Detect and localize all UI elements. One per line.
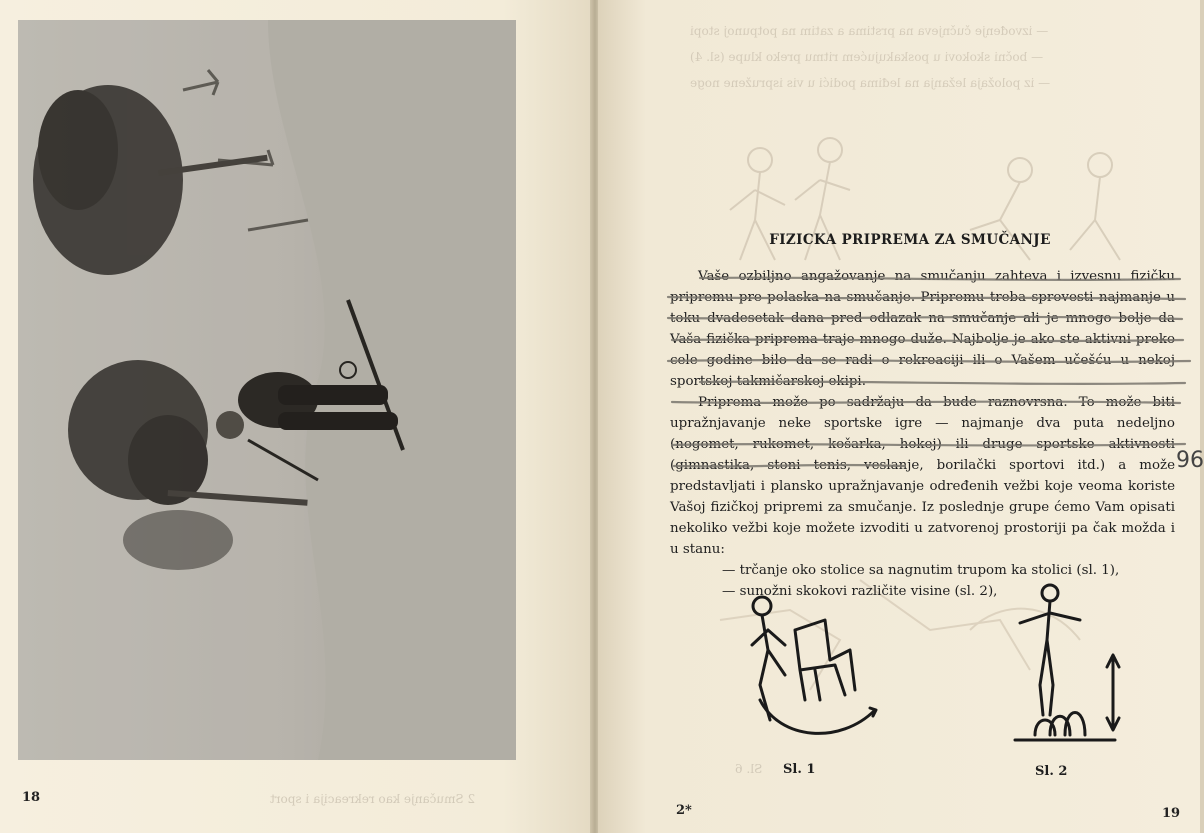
- section-title: FIZICKA PRIPREMA ZA SMUČANJE: [769, 232, 1051, 248]
- ghost-running-head: 2 Smučanje kao rekreacija i sport: [270, 792, 476, 806]
- list-item: — trčanje oko stolice sa nagnutim trupom ka stolici (sl. 1),: [722, 563, 1120, 578]
- paragraph-2: Priprema može po sadržaju da bude raznovrsna. To može biti upražnjavanje neke sportske igre — najmanje dva puta nedeljno (nogomet, rukomet, košarka, hokej) ili druge sportske aktivnosti (gimnastika, stoni tenis, veslanje, borilački sportovi itd.) a može predstavljati i plansko upražnjavanje određenih vežbi koje veoma koriste Vašoj fizičkoj pripremi za smučanje. Iz poslednje grupe ćemo Vam opisati nekoliko vežbi koje možete izvoditi u zatvorenoj prostoriji pa čak možda i u stanu:: [670, 395, 1175, 557]
- ghost-text-top: [690, 18, 1160, 96]
- ghost-line: — izvođenje čučnjeva na prstima a zatim na potpunoj stopi: [690, 24, 1049, 38]
- figure-2-caption: Sl. 2: [1035, 764, 1068, 779]
- ghost-line: — iz položaja ležanja na leđima podići u vis ispružene noge: [690, 76, 1051, 90]
- ghost-line: — bočni skokovi u poskakujućem ritmu preko klupe (sl. 4): [690, 50, 1044, 64]
- figure-2-illustration: [995, 575, 1135, 745]
- page-number-right: 19: [1162, 806, 1181, 821]
- page-number-left: 18: [22, 790, 41, 805]
- ghost-caption: Sl. 6: [735, 762, 763, 776]
- paragraph-1: Vaše ozbiljno angažovanje na smučanju zahteva i izvesnu fizičku pripremu pre polaska na smučanje. Pripremu treba sprovesti najmanje u toku dvadesetak dana pred odlazak na smučanje ali je mnogo bolje da Vaša fizička priprema traje mnogo duže. Najbolje je ako ste aktivni preko cele godine bilo da se radi o rekreaciji ili o Vašem učešću u nekoj sportskoj takmičarskoj ekipi.: [670, 269, 1175, 389]
- left-page: [0, 0, 592, 833]
- margin-handwriting: 96: [1176, 448, 1204, 473]
- list-item: — sunožni skokovi različite visine (sl. 2),: [722, 584, 998, 599]
- figure-1-illustration: [740, 590, 890, 750]
- figure-1-caption: Sl. 1: [783, 762, 816, 777]
- body-text: [670, 266, 1175, 602]
- signature-mark: 2*: [676, 803, 692, 818]
- skier-photo: [18, 20, 516, 760]
